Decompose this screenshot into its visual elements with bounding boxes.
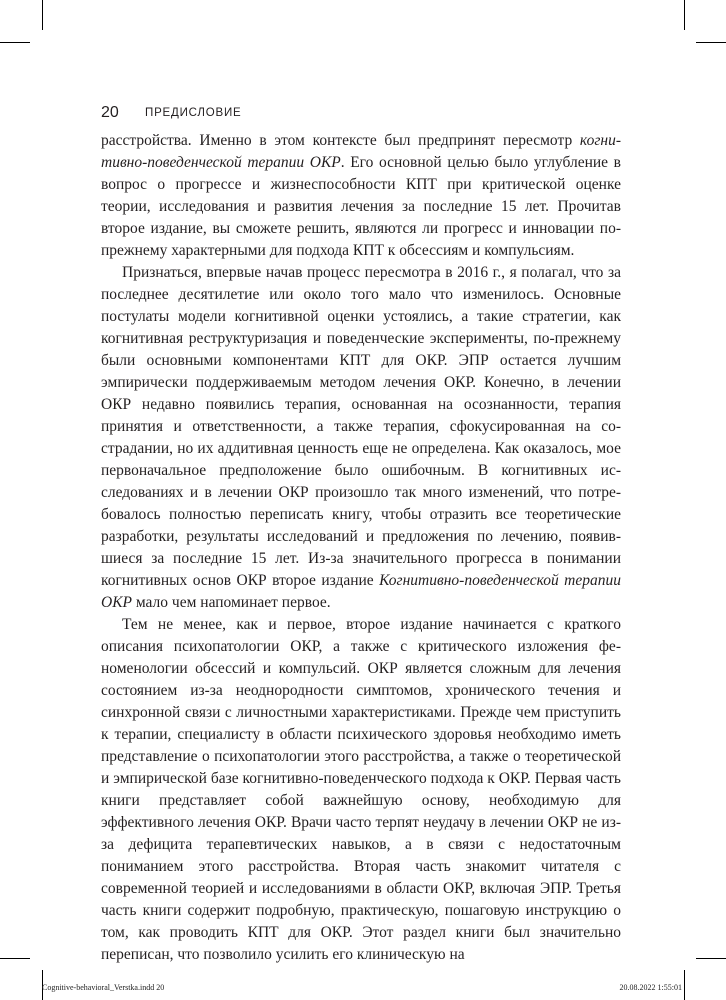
text-run: Признаться, впервые начав процесс пересмотра в 2016 г., я полагал, что за последнее десятилетие или около того мало что изменилось. Основные постулаты модели когнитивной оценки устоялись, а такие стратегии, как когнитивная реструктуризация и поведенческие эксперименты, по-прежнему были основными компонентами КПТ для ОКР. ЭПР остается лучшим эмпирически поддерживаемым методом лечения ОКР. Конечно, в лечении ОКР недавно появились терапия, основанная на осознанности, терапия принятия и ответственности, а также терапия, сфокусированная на сострадании, но их аддитивная ценность еще не определена. Как оказалось, мое первоначальное предположение было ошибочным. В когнитивных исследованиях и в лечении ОКР произошло так много изменений, что потребовалось полностью переписать книгу, чтобы отразить все теоретические разработки, результаты исследований и предложения по лечению, появившиеся за последние 15 лет. Из-за значительного прогресса в понимании когнитивных основ ОКР второе издание (101, 264, 621, 589)
page-number: 20 (101, 104, 119, 121)
paragraph (101, 614, 621, 966)
body-text (101, 130, 621, 966)
section-title: ПРЕДИСЛОВИЕ (145, 107, 242, 119)
crop-mark-right-top (696, 42, 726, 43)
paragraph (101, 262, 621, 614)
running-header (101, 103, 621, 125)
crop-mark-top-left (42, 0, 43, 30)
slug-timestamp: 20.08.2022 1:55:01 (619, 983, 682, 992)
text-run: Тем не менее, как и первое, второе издание начинается с краткого описания психопатологии ОКР, а также с критического изложения феноменологии обсессий и компульсий. ОКР является сложным для лечения состоянием из-за неоднородности симптомов, хронического течения и синхронной связи с личностными характеристиками. Прежде чем приступить к терапии, специалисту в области психического здоровья необходимо иметь представление о психопатологии этого расстройства, а также о теоретической и эмпирической базе когнитивно-поведенческого подхода к ОКР. Первая часть книги представляет собой важнейшую основу, необходимую для эффективного лечения ОКР. Врачи часто терпят неудачу в лечении ОКР не из-за дефицита терапевтических навыков, а в связи с недостаточным пониманием этого расстройства. Вторая часть знакомит читателя с современной теорией и исследованиями в области ОКР, включая ЭПР. Третья часть книги содержит подробную, практическую, пошаговую инструкцию о том, как проводить КПТ для ОКР. Этот раздел книги был значительно переписан, что позволило усилить его клиническую на (101, 616, 621, 963)
text-run: расстройства. Именно в этом контексте был предпринят пересмотр (101, 132, 580, 149)
crop-mark-left-top (0, 42, 30, 43)
italic-title: Когнитивно-поведенческой терапии ОКР (101, 572, 621, 611)
crop-mark-bottom-right (684, 970, 685, 1000)
paragraph (101, 130, 621, 262)
print-slug (42, 983, 682, 995)
text-run: мало чем напоминает первое. (131, 594, 331, 611)
crop-mark-left-bottom (0, 958, 30, 959)
crop-mark-top-right (684, 0, 685, 30)
slug-file-name: Cognitive-behavioral_Verstka.indd 20 (42, 983, 165, 992)
crop-mark-right-bottom (696, 958, 726, 959)
text-run: . Его основной целью было углубление в вопрос о прогрессе и жизнеспособности КПТ при критической оценке теории, исследования и развития лечения за последние 15 лет. Прочитав второе издание, вы сможете решить, являются ли прогресс и инновации по-прежнему характерными для подхода КПТ к обсессиям и компульсиям. (101, 154, 621, 259)
italic-title: когнитивно-поведенческой терапии ОКР (101, 132, 621, 171)
